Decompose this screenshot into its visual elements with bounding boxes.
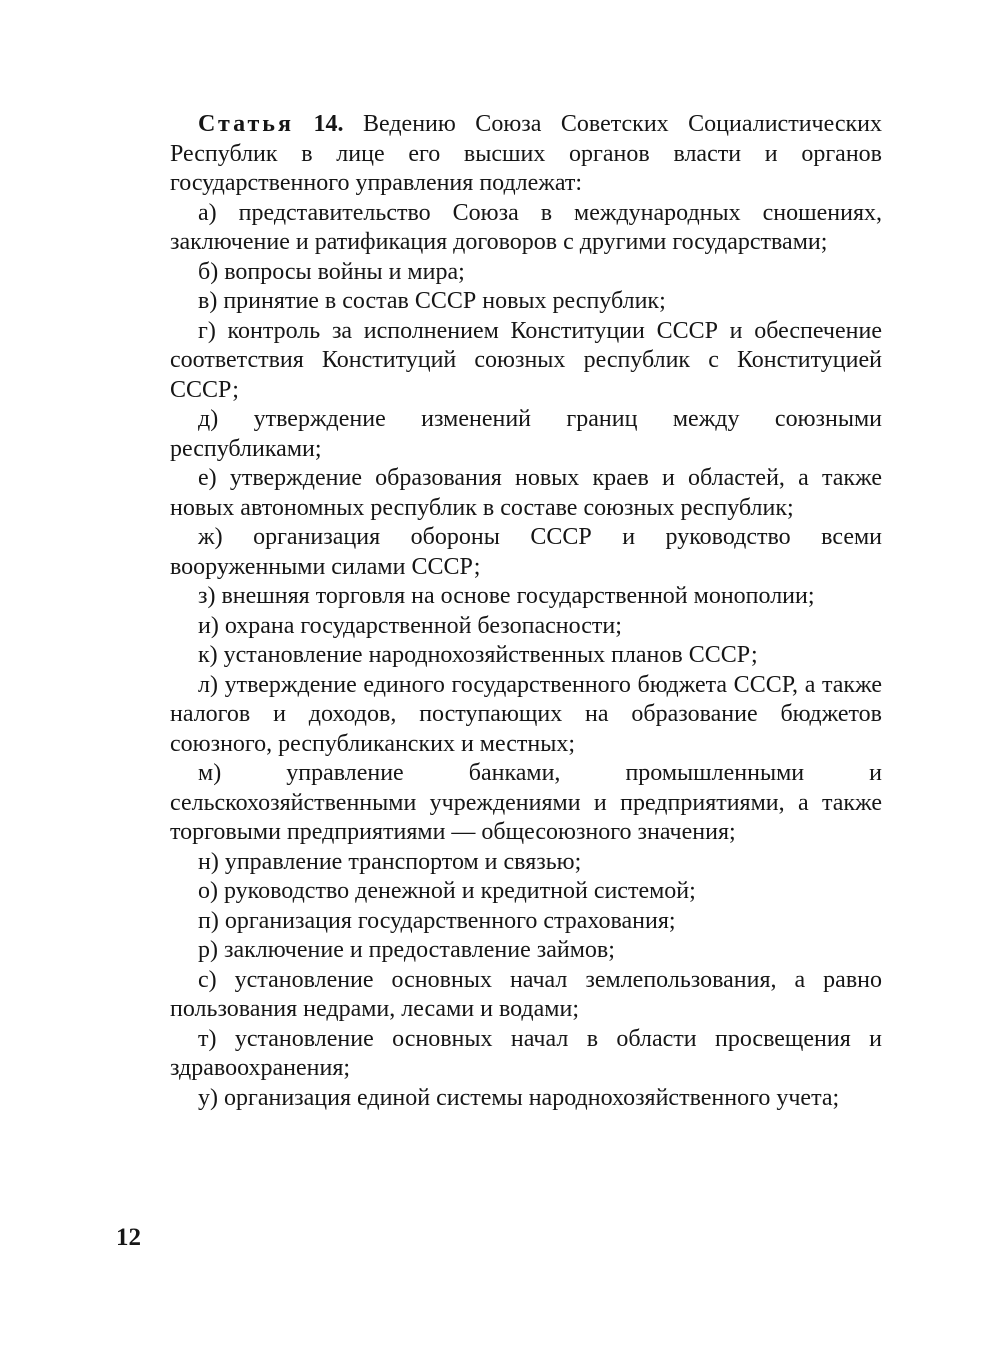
page-number: 12 — [116, 1224, 141, 1251]
article-heading-paragraph — [170, 110, 882, 199]
list-item: л) утверждение единого государственного бюджета СССР, а также налогов и доходов, поступающих на образование бюджетов союзного, республиканских и местных; — [170, 671, 882, 757]
list-item: ж) организация обороны СССР и руководство всеми вооруженными силами СССР; — [170, 524, 882, 580]
article-intro: Ведению Союза Советских Социалистических Республик в лице его высших органов власти и органов государственного управления подлежат: — [170, 111, 883, 196]
list-item: н) управление транспортом и связью; — [198, 848, 582, 875]
list-item: з) внешняя торговля на основе государственной монополии; — [198, 583, 815, 609]
list-item: а) представительство Союза в международных сношениях, заключение и ратификация договоров с другими государствами; — [170, 199, 882, 255]
list-item: м) управление банками, промышленными и сельскохозяйственными учреждениями и предприятиями, а также торговыми предприятиями — общесоюзного значения; — [170, 760, 882, 845]
list-item: т) установление основных начал в области просвещения и здравоохранения; — [170, 1025, 882, 1081]
list-item: б) вопросы войны и мира; — [198, 258, 465, 285]
list-item: г) контроль за исполнением Конституции СССР и обеспечение соответствия Конституций союзных республик с Конституцией СССР; — [170, 317, 882, 403]
list-item: д) утверждение изменений границ между союзными республиками; — [170, 406, 882, 462]
list-item: р) заключение и предоставление займов; — [198, 937, 615, 963]
list-item: п) организация государственного страхования; — [198, 907, 676, 934]
article-label: Статья — [198, 111, 294, 137]
list-item: с) установление основных начал землепользования, а равно пользования недрами, лесами и водами; — [170, 966, 882, 1022]
list-item: е) утверждение образования новых краев и областей, а также новых автономных республик в составе союзных республик; — [170, 465, 882, 521]
list-item: в) принятие в состав СССР новых республик; — [198, 288, 666, 314]
list-item: и) охрана государственной безопасности; — [198, 612, 622, 639]
list-item: о) руководство денежной и кредитной системой; — [198, 878, 696, 904]
list-item: у) организация единой системы народнохозяйственного учета; — [198, 1084, 840, 1111]
article-text — [170, 110, 882, 1113]
article-number: 14. — [313, 111, 344, 137]
list-item: к) установление народнохозяйственных планов СССР; — [198, 642, 758, 668]
